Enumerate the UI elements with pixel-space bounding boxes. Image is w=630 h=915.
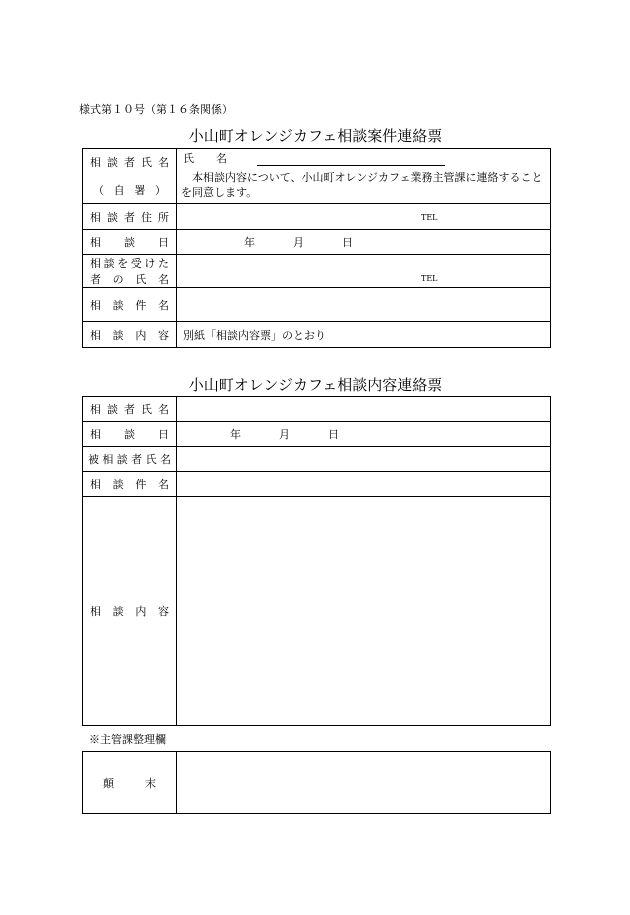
date-cell[interactable] xyxy=(177,230,551,255)
subject-cell[interactable] xyxy=(177,288,551,322)
label2-client-name xyxy=(83,447,177,472)
label-char: 者 xyxy=(124,403,135,416)
label-char: 名 xyxy=(157,478,169,491)
content-cell: 別紙「相談内容票」のとおり xyxy=(177,322,551,348)
label-char: 談 xyxy=(112,328,124,342)
row-content xyxy=(83,322,551,348)
date2-cell[interactable] xyxy=(177,422,551,447)
label-line-bottom xyxy=(83,182,176,198)
signature-line[interactable] xyxy=(257,153,445,166)
label-char: 名 xyxy=(159,453,171,466)
label-char: 名 xyxy=(158,156,169,169)
label-date xyxy=(83,230,177,255)
client-name-cell[interactable] xyxy=(177,447,551,472)
row2-subject xyxy=(83,472,551,497)
admin-note: ※主管課整理欄 xyxy=(89,733,166,746)
label-consultant-signature xyxy=(83,149,177,204)
row2-content xyxy=(83,497,551,726)
label-char: た xyxy=(157,257,169,270)
label-char: 談 xyxy=(107,210,118,224)
subject2-cell[interactable] xyxy=(177,472,551,497)
row-admin-result xyxy=(83,752,551,814)
label-char: 自 xyxy=(113,184,125,197)
label-char: 者 xyxy=(124,156,135,169)
tel-label-2: TEL xyxy=(421,274,438,283)
label-char: 相 xyxy=(90,403,101,416)
date-month: 月 xyxy=(293,236,304,249)
label-char: 日 xyxy=(158,428,169,441)
date2-year: 年 xyxy=(230,428,241,441)
row-consultant-signature xyxy=(83,149,551,204)
label-char: け xyxy=(144,257,156,270)
label-char: 談 xyxy=(112,605,124,618)
label-char: 相 xyxy=(90,328,101,342)
label-address xyxy=(83,204,177,230)
label-char: ） xyxy=(154,184,166,197)
label-char: 受 xyxy=(130,257,142,270)
row2-consultant-name xyxy=(83,397,551,422)
label-receiver xyxy=(83,255,177,288)
label-char: 氏 xyxy=(135,273,147,286)
label-char: 容 xyxy=(157,605,169,618)
label-char: 所 xyxy=(158,210,169,224)
label-char: 名 xyxy=(157,298,169,312)
row-receiver xyxy=(83,255,551,288)
name-field-label: 氏 名 xyxy=(183,152,227,165)
row-date xyxy=(83,230,551,255)
label2-subject xyxy=(83,472,177,497)
label-char: 談 xyxy=(107,156,118,169)
label-char: を xyxy=(117,257,129,270)
label-char: 顛 xyxy=(103,776,114,790)
address-cell[interactable] xyxy=(177,204,551,230)
signature-cell[interactable] xyxy=(177,149,551,204)
label-char: 相 xyxy=(102,453,114,466)
label-char: 談 xyxy=(124,428,135,441)
label-char: 相 xyxy=(90,210,101,224)
label-char: 相 xyxy=(90,478,101,491)
label-char: 談 xyxy=(124,236,135,249)
date-year: 年 xyxy=(244,236,255,249)
label-char: 被 xyxy=(88,453,99,466)
content2-cell[interactable] xyxy=(177,497,551,726)
label-char: 内 xyxy=(135,328,147,342)
label-char: 末 xyxy=(145,776,156,790)
name-line xyxy=(177,150,550,166)
label-char: 談 xyxy=(112,298,124,312)
label-char: 者 xyxy=(124,210,135,224)
label-char: 件 xyxy=(135,478,147,491)
label2-date xyxy=(83,422,177,447)
row2-client-name xyxy=(83,447,551,472)
label-char: 談 xyxy=(103,257,115,270)
label2-consultant-name xyxy=(83,397,177,422)
label-char: 相 xyxy=(90,236,101,249)
row-subject xyxy=(83,288,551,322)
label-char: 者 xyxy=(90,273,101,286)
date2-day: 日 xyxy=(328,428,339,441)
label-char: の xyxy=(112,273,124,286)
label-line-top xyxy=(83,154,176,170)
row-address xyxy=(83,204,551,230)
section1-title: 小山町オレンジカフェ相談案件連絡票 xyxy=(188,127,443,145)
receiver-cell[interactable] xyxy=(177,255,551,288)
label-char: 談 xyxy=(116,453,128,466)
label-char: 氏 xyxy=(141,156,152,169)
label-char: 日 xyxy=(158,236,169,249)
label-char: 容 xyxy=(157,328,169,342)
label-char: 相 xyxy=(90,428,101,441)
content-report-table xyxy=(82,396,551,726)
date2-month: 月 xyxy=(279,428,290,441)
label-char: 者 xyxy=(131,453,143,466)
label-char: 相 xyxy=(90,298,101,312)
label-char: 相 xyxy=(90,605,101,618)
label-subject xyxy=(83,288,177,322)
row2-date xyxy=(83,422,551,447)
form-number: 様式第１０号（第１６条関係） xyxy=(79,103,233,116)
section2-title: 小山町オレンジカフェ相談内容連絡票 xyxy=(188,376,443,394)
tel-label: TEL xyxy=(421,213,438,222)
consultant-name-cell[interactable] xyxy=(177,397,551,422)
label-content xyxy=(83,322,177,348)
label-char: 内 xyxy=(135,605,147,618)
admin-result-cell[interactable] xyxy=(177,752,551,814)
label-char: 名 xyxy=(157,273,169,286)
consent-text: 本相談内容について、小山町オレンジカフェ業務主管課に連絡することを同意します。 xyxy=(181,171,543,199)
date-day: 日 xyxy=(342,236,353,249)
label2-content xyxy=(83,497,177,726)
label-char: 氏 xyxy=(141,403,152,416)
label-char: 談 xyxy=(107,403,118,416)
admin-table xyxy=(82,751,551,814)
label-char: 相 xyxy=(90,156,101,169)
label-char: 名 xyxy=(158,403,169,416)
label-char: 件 xyxy=(135,298,147,312)
label-char: 署 xyxy=(134,184,146,197)
label-char: 相 xyxy=(90,257,101,270)
label-char: 談 xyxy=(112,478,124,491)
case-report-table xyxy=(82,148,551,348)
label-char: 住 xyxy=(141,210,152,224)
label-char: （ xyxy=(93,184,104,197)
label-admin-result xyxy=(83,752,177,814)
label-char: 氏 xyxy=(145,453,157,466)
